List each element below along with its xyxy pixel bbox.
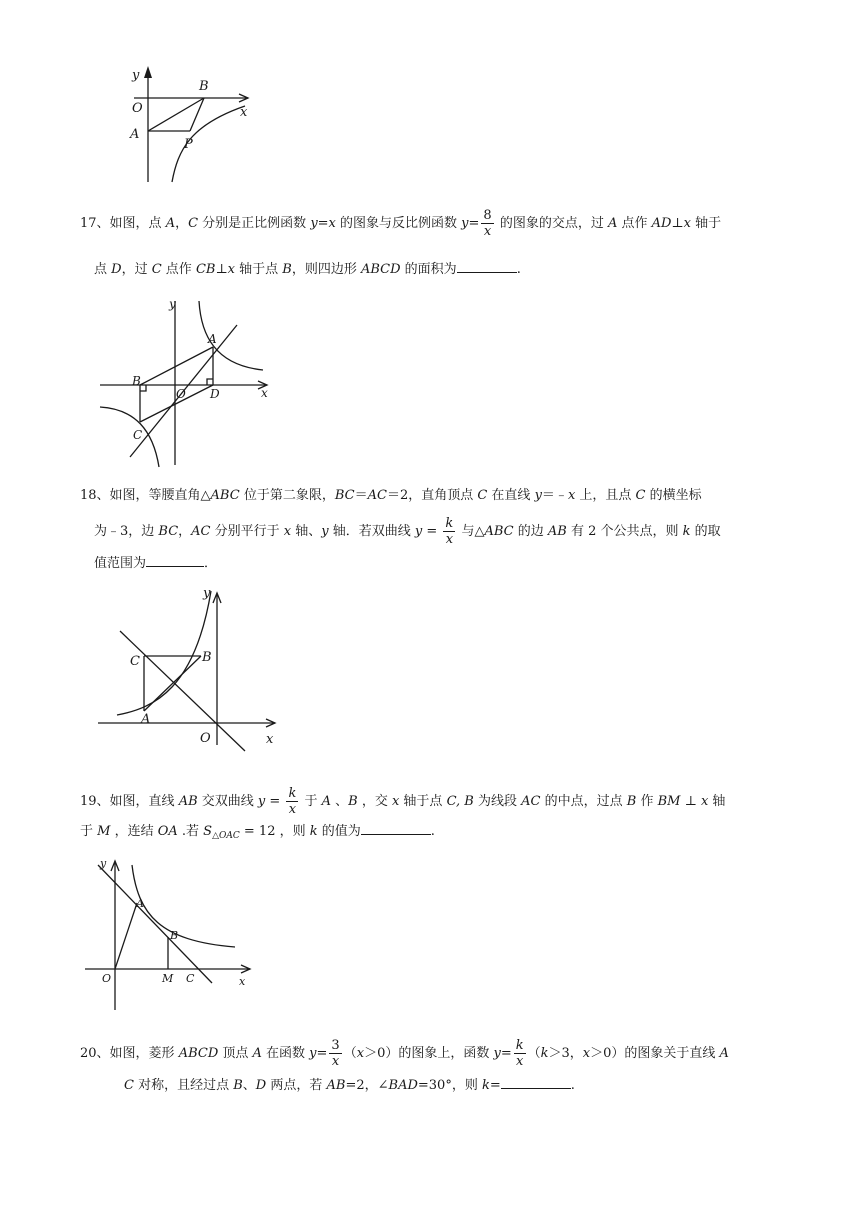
q17-var: C: [188, 216, 199, 231]
q17-var: y=x: [310, 216, 336, 231]
answer-blank: [457, 260, 517, 273]
q17-text: .: [516, 262, 521, 277]
q17-line-1: [80, 208, 721, 239]
q17-var: A: [607, 216, 618, 231]
q18-text: 为﹣3，边: [94, 524, 159, 539]
q17-number: 17、: [80, 216, 110, 231]
q19-var: k: [309, 824, 318, 839]
q17-text: 的面积为: [400, 262, 457, 277]
q17-text: ⊥: [215, 262, 228, 277]
q19-var: C, B: [446, 794, 474, 809]
q19-var: A: [321, 794, 331, 809]
q18-var: y: [414, 524, 423, 539]
label-x: x: [266, 732, 274, 747]
q17-var: CB: [195, 262, 216, 277]
label-b: B: [132, 374, 141, 388]
q17-text: 点作: [161, 262, 196, 277]
q20-fraction-2: [514, 1038, 526, 1069]
q19-text: 为线段: [473, 794, 522, 809]
q19-text: 如图，直线: [109, 794, 179, 809]
q17-text: 的图象的交点，过: [495, 216, 608, 231]
q20-var: ABCD: [178, 1046, 219, 1061]
hyperbola-curve: [132, 865, 235, 947]
fraction-denominator: x: [288, 802, 297, 817]
q19-text: = 12 ，则: [239, 824, 310, 839]
fraction-denominator: x: [331, 1054, 340, 1069]
q18-text: 轴、: [291, 524, 322, 539]
q17-text: 点作: [617, 216, 652, 231]
q19-var: BM: [657, 794, 681, 809]
label-m: M: [162, 972, 174, 985]
segment-oa: [115, 903, 137, 969]
q18-var: BC: [158, 524, 179, 539]
q18-text: =: [422, 524, 442, 539]
fraction-denominator: x: [515, 1054, 524, 1069]
q20-text: ＞0）的图象上，函数: [364, 1046, 494, 1061]
question-18: [80, 486, 785, 586]
q17-text: 轴于点: [235, 262, 283, 277]
q17-line-2: [94, 260, 521, 280]
q20-var: y=: [309, 1046, 328, 1061]
q19-text: 的值为: [317, 824, 361, 839]
figure-17: [95, 295, 275, 470]
q19-text: 、: [330, 794, 349, 809]
q18-text: ＝2，直角顶点: [386, 488, 478, 503]
q18-var: x: [283, 524, 292, 539]
label-d: D: [210, 387, 220, 401]
q17-var: A: [165, 216, 176, 231]
hyperbola-curve: [117, 591, 211, 715]
q19-text: ⊥: [680, 794, 701, 809]
question-20: [80, 1038, 785, 1098]
q18-text: 位于第二象限，: [239, 488, 335, 503]
q19-text: 轴: [708, 794, 726, 809]
q20-text: =2，∠: [345, 1078, 389, 1093]
q20-var: k: [481, 1078, 490, 1093]
right-angle-b: [140, 385, 146, 391]
label-y: y: [132, 68, 140, 83]
segment-ab: [140, 347, 213, 385]
fraction-denominator: x: [483, 224, 492, 239]
q19-text: ，连结: [110, 824, 158, 839]
q19-var: AC: [521, 794, 541, 809]
q20-var: AB: [326, 1078, 346, 1093]
q19-var: B: [348, 794, 358, 809]
q20-var: k: [540, 1046, 549, 1061]
q20-var: C: [124, 1078, 134, 1093]
q17-text: ，过: [121, 262, 152, 277]
hyperbola-branch-lower: [100, 407, 159, 467]
fraction-numerator: 8: [483, 208, 492, 223]
q18-var: C: [477, 488, 488, 503]
q19-subscript: △OAC: [212, 831, 240, 841]
q18-fraction: [443, 516, 455, 547]
q18-text: 有 2 个公共点，则: [566, 524, 683, 539]
label-o: O: [132, 101, 143, 116]
q18-text: ＝﹣: [541, 488, 568, 503]
q17-text: ，则四边形: [291, 262, 361, 277]
q20-var: y=: [493, 1046, 512, 1061]
q18-line-2: [94, 516, 721, 547]
q18-text: 上，且点: [575, 488, 636, 503]
label-b: B: [202, 650, 212, 665]
q20-var: A: [252, 1046, 262, 1061]
label-o: O: [102, 972, 112, 985]
q20-var: BAD: [388, 1078, 418, 1093]
fraction-numerator: 3: [331, 1038, 340, 1053]
y-axis-arrow: [144, 66, 152, 78]
label-x: x: [239, 975, 246, 988]
q18-var: AC: [367, 488, 387, 503]
q20-text: 在函数: [261, 1046, 310, 1061]
q17-var: B: [282, 262, 292, 277]
q17-var: AD: [651, 216, 672, 231]
q17-var: y=: [461, 216, 480, 231]
q18-var: AC: [191, 524, 211, 539]
q18-text: ＝: [354, 488, 368, 503]
q20-var: x: [356, 1046, 365, 1061]
segment-ab: [148, 98, 204, 131]
fraction-denominator: x: [445, 532, 454, 547]
q20-text: =30°，则: [417, 1078, 482, 1093]
q19-var: S: [203, 824, 213, 839]
q20-var: B: [233, 1078, 243, 1093]
q19-number: 19、: [80, 794, 110, 809]
segment-bp: [190, 98, 204, 131]
q20-line-1: [80, 1038, 729, 1069]
q20-text: 、: [242, 1078, 256, 1093]
q17-text: ，: [175, 216, 189, 231]
label-b: B: [199, 79, 209, 94]
figure-16: [120, 60, 260, 185]
q18-line-3: [94, 554, 217, 574]
q18-text: 如图，等腰直角△: [109, 488, 211, 503]
q18-text: 在直线: [487, 488, 535, 503]
q18-text: 的取: [690, 524, 721, 539]
question-17: [80, 202, 785, 282]
q17-text: 分别是正比例函数: [198, 216, 311, 231]
q17-text: 轴于: [691, 216, 722, 231]
q18-var: C: [635, 488, 646, 503]
line-y-eq-neg-x: [120, 631, 245, 751]
q18-text: 的边: [513, 524, 548, 539]
q18-text: 分别平行于: [210, 524, 284, 539]
q17-var: C: [151, 262, 162, 277]
q20-text: 两点，若: [266, 1078, 327, 1093]
answer-blank: [361, 822, 431, 835]
q19-text: 作: [636, 794, 658, 809]
q20-text: （: [343, 1046, 357, 1061]
q19-line-1: [80, 786, 725, 817]
q20-text: 如图，菱形: [109, 1046, 179, 1061]
label-a: A: [141, 712, 151, 727]
fraction-numerator: k: [445, 516, 454, 531]
label-x: x: [261, 386, 268, 400]
question-19: [80, 786, 785, 846]
q18-var: y: [534, 488, 542, 503]
q19-text: 的中点，过点: [540, 794, 627, 809]
q20-line-2: [124, 1076, 575, 1096]
q18-line-1: [80, 486, 702, 506]
q18-var: AB: [547, 524, 567, 539]
q19-text: .若: [177, 824, 204, 839]
label-c: C: [186, 972, 195, 985]
answer-blank: [501, 1076, 571, 1089]
q18-var: BC: [334, 488, 355, 503]
q20-var: A: [719, 1046, 729, 1061]
q20-text: （: [527, 1046, 541, 1061]
q19-var: AB: [178, 794, 198, 809]
q18-text: 轴．若双曲线: [328, 524, 415, 539]
label-x: x: [240, 105, 248, 120]
q20-var: D: [255, 1078, 267, 1093]
q17-fraction: [481, 208, 493, 239]
label-c: C: [133, 428, 143, 442]
q18-var: x: [567, 488, 576, 503]
q19-var: x: [391, 794, 400, 809]
q20-number: 20、: [80, 1046, 110, 1061]
q17-text: ⊥: [671, 216, 684, 231]
q17-text: 的图象与反比例函数: [335, 216, 462, 231]
q20-text: =: [489, 1078, 501, 1093]
q19-text: 于: [300, 794, 322, 809]
q20-text: ＞0）的图象关于直线: [590, 1046, 720, 1061]
label-a: A: [136, 897, 144, 910]
q19-var: x: [700, 794, 709, 809]
label-y: y: [100, 857, 107, 870]
q17-var: x: [227, 262, 236, 277]
q18-text: 值范围为: [94, 556, 147, 571]
q20-text: .: [570, 1078, 575, 1093]
label-o: O: [176, 387, 186, 401]
q19-var: B: [626, 794, 637, 809]
right-angle-d: [207, 379, 213, 385]
label-y: y: [169, 297, 176, 311]
q20-text: 顶点: [218, 1046, 253, 1061]
q17-var: ABCD: [360, 262, 401, 277]
q18-var: ABC: [210, 488, 240, 503]
fraction-numerator: k: [515, 1038, 524, 1053]
q19-fraction: [286, 786, 298, 817]
q19-text: 于: [80, 824, 98, 839]
q19-text: .: [430, 824, 435, 839]
q19-text: 轴于点: [399, 794, 447, 809]
q19-var: y: [257, 794, 266, 809]
q17-text: 如图，点: [109, 216, 166, 231]
label-p: P: [184, 137, 193, 152]
q20-var: x: [582, 1046, 591, 1061]
q17-text: 点: [94, 262, 112, 277]
q18-text: ．: [204, 556, 218, 571]
q20-text: 对称，且经过点: [133, 1078, 234, 1093]
q18-text: 与△: [457, 524, 485, 539]
fraction-numerator: k: [288, 786, 297, 801]
q19-text: 交双曲线: [197, 794, 258, 809]
figure-19: [80, 855, 255, 1015]
q19-var: M: [97, 824, 111, 839]
q17-var: D: [111, 262, 122, 277]
label-y: y: [203, 586, 211, 601]
q18-text: 的横坐标: [645, 488, 702, 503]
answer-blank: [146, 554, 204, 567]
q18-var: ABC: [484, 524, 514, 539]
q20-fraction-1: [329, 1038, 341, 1069]
q19-text: =: [265, 794, 285, 809]
label-c: C: [130, 654, 140, 669]
q17-var: x: [683, 216, 691, 231]
q18-var: y: [321, 524, 329, 539]
hyperbola-curve: [172, 106, 245, 182]
label-a: A: [208, 332, 217, 346]
q19-var: OA: [157, 824, 178, 839]
q18-var: k: [682, 524, 691, 539]
label-b: B: [170, 929, 179, 942]
q18-text: ，: [178, 524, 192, 539]
label-a: A: [130, 127, 140, 142]
q19-text: ，交: [357, 794, 392, 809]
label-o: O: [200, 731, 211, 746]
q19-line-2: [80, 822, 435, 846]
q20-text: ＞3，: [548, 1046, 583, 1061]
figure-18: [95, 583, 285, 753]
q18-number: 18、: [80, 488, 110, 503]
